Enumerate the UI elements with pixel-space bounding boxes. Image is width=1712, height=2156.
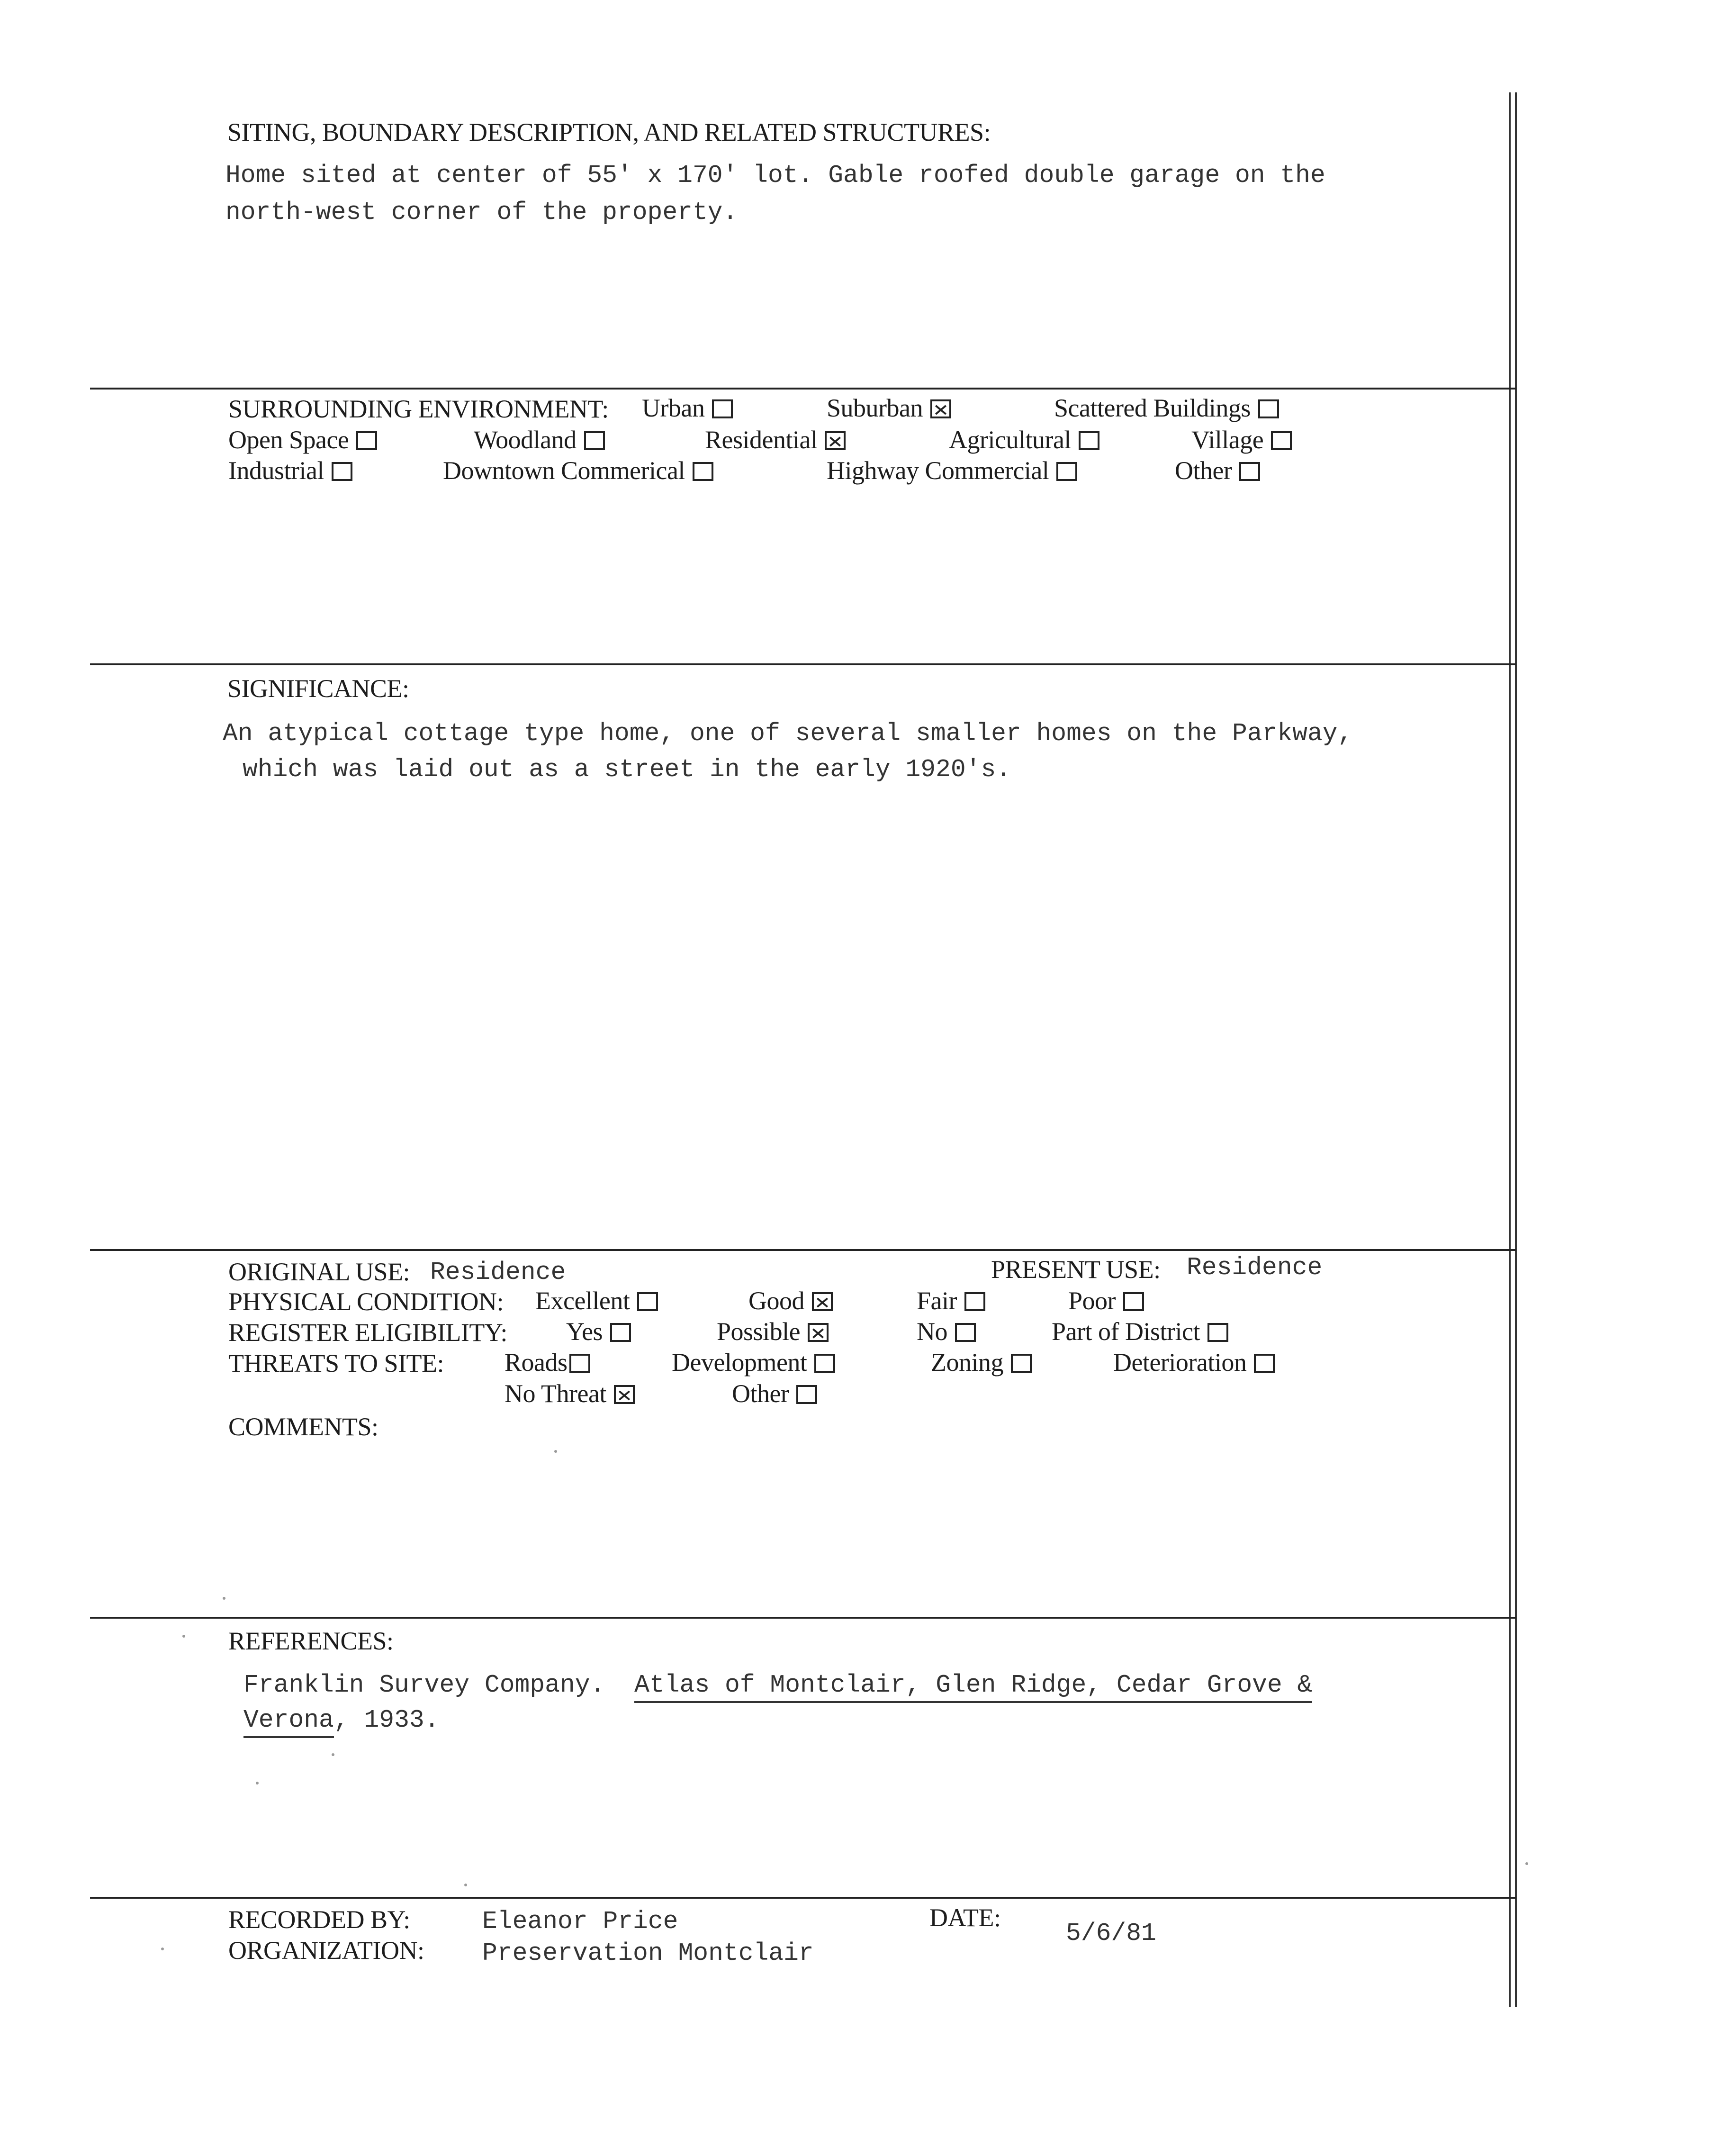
env-other-checkbox[interactable]	[1239, 462, 1260, 481]
reference-year: , 1933.	[333, 1706, 440, 1734]
env-village-checkbox[interactable]	[1271, 431, 1292, 450]
env-scattered[interactable]	[1054, 393, 1279, 423]
right-border-outer	[1515, 92, 1517, 2007]
env-open-space[interactable]	[228, 425, 377, 454]
significance-text-line2: which was laid out as a street in the early 1920's.	[243, 755, 1011, 784]
divider-3	[90, 1249, 1516, 1251]
elig-possible[interactable]	[717, 1317, 829, 1346]
elig-no[interactable]	[917, 1317, 976, 1346]
recorded-by-value: Eleanor Price	[482, 1907, 678, 1936]
env-downtown[interactable]	[443, 456, 713, 485]
env-industrial[interactable]	[228, 456, 352, 485]
recorded-by-label: RECORDED BY:	[228, 1905, 410, 1934]
present-use-label: PRESENT USE:	[991, 1255, 1161, 1284]
env-downtown-checkbox[interactable]	[693, 462, 713, 481]
cond-excellent[interactable]	[535, 1286, 658, 1315]
env-scattered-checkbox[interactable]	[1258, 399, 1279, 418]
env-open-space-label: Open Space	[228, 426, 349, 454]
env-woodland-checkbox[interactable]	[584, 431, 605, 450]
siting-text-line2: north-west corner of the property.	[225, 198, 738, 226]
scan-speck	[332, 1753, 334, 1756]
threat-other-label: Other	[732, 1379, 789, 1408]
env-residential-label: Residential	[705, 426, 818, 454]
threat-zoning[interactable]	[931, 1348, 1032, 1377]
references-line2	[243, 1706, 439, 1734]
env-village[interactable]	[1191, 425, 1292, 454]
reference-title-part1: Atlas of Montclair, Glen Ridge, Cedar Grove &	[634, 1671, 1312, 1703]
elig-district[interactable]	[1052, 1317, 1228, 1346]
threat-other-checkbox[interactable]	[796, 1385, 817, 1404]
env-suburban-checkbox[interactable]	[930, 399, 951, 418]
cond-good-label: Good	[748, 1286, 804, 1315]
elig-yes-label: Yes	[566, 1317, 603, 1346]
elig-possible-checkbox[interactable]	[808, 1323, 829, 1342]
divider-1	[90, 388, 1516, 390]
threat-deterioration-label: Deterioration	[1113, 1348, 1247, 1377]
significance-text-line1: An atypical cottage type home, one of several smaller homes on the Parkway,	[223, 719, 1353, 748]
siting-text-line1: Home sited at center of 55' x 170' lot. Gable roofed double garage on the	[225, 161, 1325, 190]
reference-author: Franklin Survey Company.	[243, 1671, 605, 1699]
elig-district-label: Part of District	[1052, 1317, 1200, 1346]
original-use-value: Residence	[430, 1258, 566, 1286]
env-other-label: Other	[1175, 456, 1232, 485]
cond-good-checkbox[interactable]	[812, 1292, 833, 1311]
threat-no-threat-label: No Threat	[505, 1379, 606, 1408]
cond-excellent-label: Excellent	[535, 1286, 630, 1315]
elig-yes-checkbox[interactable]	[610, 1323, 631, 1342]
cond-fair-checkbox[interactable]	[964, 1292, 985, 1311]
threat-zoning-label: Zoning	[931, 1348, 1003, 1377]
cond-poor-checkbox[interactable]	[1123, 1292, 1144, 1311]
env-agricultural-checkbox[interactable]	[1079, 431, 1099, 450]
env-downtown-label: Downtown Commerical	[443, 456, 685, 485]
threat-development-checkbox[interactable]	[814, 1354, 835, 1373]
env-urban[interactable]	[642, 393, 733, 423]
elig-possible-label: Possible	[717, 1317, 801, 1346]
env-urban-checkbox[interactable]	[712, 399, 733, 418]
scan-speck	[1525, 1862, 1528, 1865]
divider-4	[90, 1617, 1516, 1619]
scan-speck	[161, 1948, 164, 1950]
present-use-value: Residence	[1187, 1253, 1323, 1282]
condition-label: PHYSICAL CONDITION:	[228, 1287, 504, 1316]
env-woodland-label: Woodland	[474, 426, 577, 454]
references-line1	[243, 1671, 1312, 1699]
scan-speck	[182, 1635, 185, 1638]
env-scattered-label: Scattered Buildings	[1054, 394, 1251, 422]
divider-5	[90, 1897, 1516, 1899]
eligibility-label: REGISTER ELIGIBILITY:	[228, 1318, 507, 1347]
significance-heading: SIGNIFICANCE:	[227, 674, 409, 703]
comments-label: COMMENTS:	[228, 1413, 378, 1441]
reference-title-part2: Verona	[243, 1706, 334, 1738]
threat-zoning-checkbox[interactable]	[1011, 1354, 1032, 1373]
env-agricultural[interactable]	[949, 425, 1099, 454]
right-border-inner	[1509, 92, 1511, 2007]
env-highway[interactable]	[827, 456, 1077, 485]
threat-other[interactable]	[732, 1379, 817, 1408]
elig-no-label: No	[917, 1317, 947, 1346]
environment-heading: SURROUNDING ENVIRONMENT:	[228, 395, 609, 423]
threat-deterioration-checkbox[interactable]	[1254, 1354, 1275, 1373]
threats-label: THREATS TO SITE:	[228, 1349, 444, 1377]
cond-poor-label: Poor	[1068, 1286, 1116, 1315]
threat-no-threat-checkbox[interactable]	[614, 1385, 635, 1404]
env-woodland[interactable]	[474, 425, 605, 454]
threat-deterioration[interactable]	[1113, 1348, 1275, 1377]
env-urban-label: Urban	[642, 394, 705, 422]
elig-no-checkbox[interactable]	[955, 1323, 976, 1342]
organization-label: ORGANIZATION:	[228, 1936, 424, 1965]
date-value: 5/6/81	[1066, 1919, 1156, 1948]
env-residential[interactable]	[705, 425, 846, 454]
original-use-label: ORIGINAL USE:	[228, 1258, 410, 1286]
env-suburban[interactable]	[827, 393, 951, 423]
organization-value: Preservation Montclair	[482, 1939, 814, 1967]
threat-roads-checkbox[interactable]	[569, 1354, 590, 1373]
env-suburban-label: Suburban	[827, 394, 923, 422]
env-industrial-label: Industrial	[228, 456, 324, 485]
cond-excellent-checkbox[interactable]	[637, 1292, 658, 1311]
env-highway-label: Highway Commercial	[827, 456, 1049, 485]
cond-good[interactable]	[748, 1286, 833, 1315]
references-heading: REFERENCES:	[228, 1627, 394, 1655]
env-open-space-checkbox[interactable]	[356, 431, 377, 450]
scan-speck	[223, 1597, 225, 1600]
cond-poor[interactable]	[1068, 1286, 1144, 1315]
scan-speck	[464, 1884, 467, 1886]
divider-2	[90, 663, 1516, 665]
env-other[interactable]	[1175, 456, 1260, 485]
scan-speck	[554, 1450, 557, 1453]
threat-no-threat[interactable]	[505, 1379, 635, 1408]
threat-development[interactable]	[672, 1348, 835, 1377]
elig-district-checkbox[interactable]	[1207, 1323, 1228, 1342]
env-agricultural-label: Agricultural	[949, 426, 1071, 454]
cond-fair[interactable]	[917, 1286, 985, 1315]
threat-development-label: Development	[672, 1348, 807, 1377]
threat-roads[interactable]	[505, 1348, 590, 1377]
env-highway-checkbox[interactable]	[1056, 462, 1077, 481]
date-label: DATE:	[929, 1903, 1001, 1932]
cond-fair-label: Fair	[917, 1286, 957, 1315]
siting-heading: SITING, BOUNDARY DESCRIPTION, AND RELATED STRUCTURES:	[227, 118, 991, 146]
elig-yes[interactable]	[566, 1317, 631, 1346]
env-residential-checkbox[interactable]	[825, 431, 846, 450]
env-village-label: Village	[1191, 426, 1264, 454]
scan-speck	[256, 1782, 259, 1785]
threat-roads-label: Roads	[505, 1348, 568, 1377]
env-industrial-checkbox[interactable]	[332, 462, 352, 481]
